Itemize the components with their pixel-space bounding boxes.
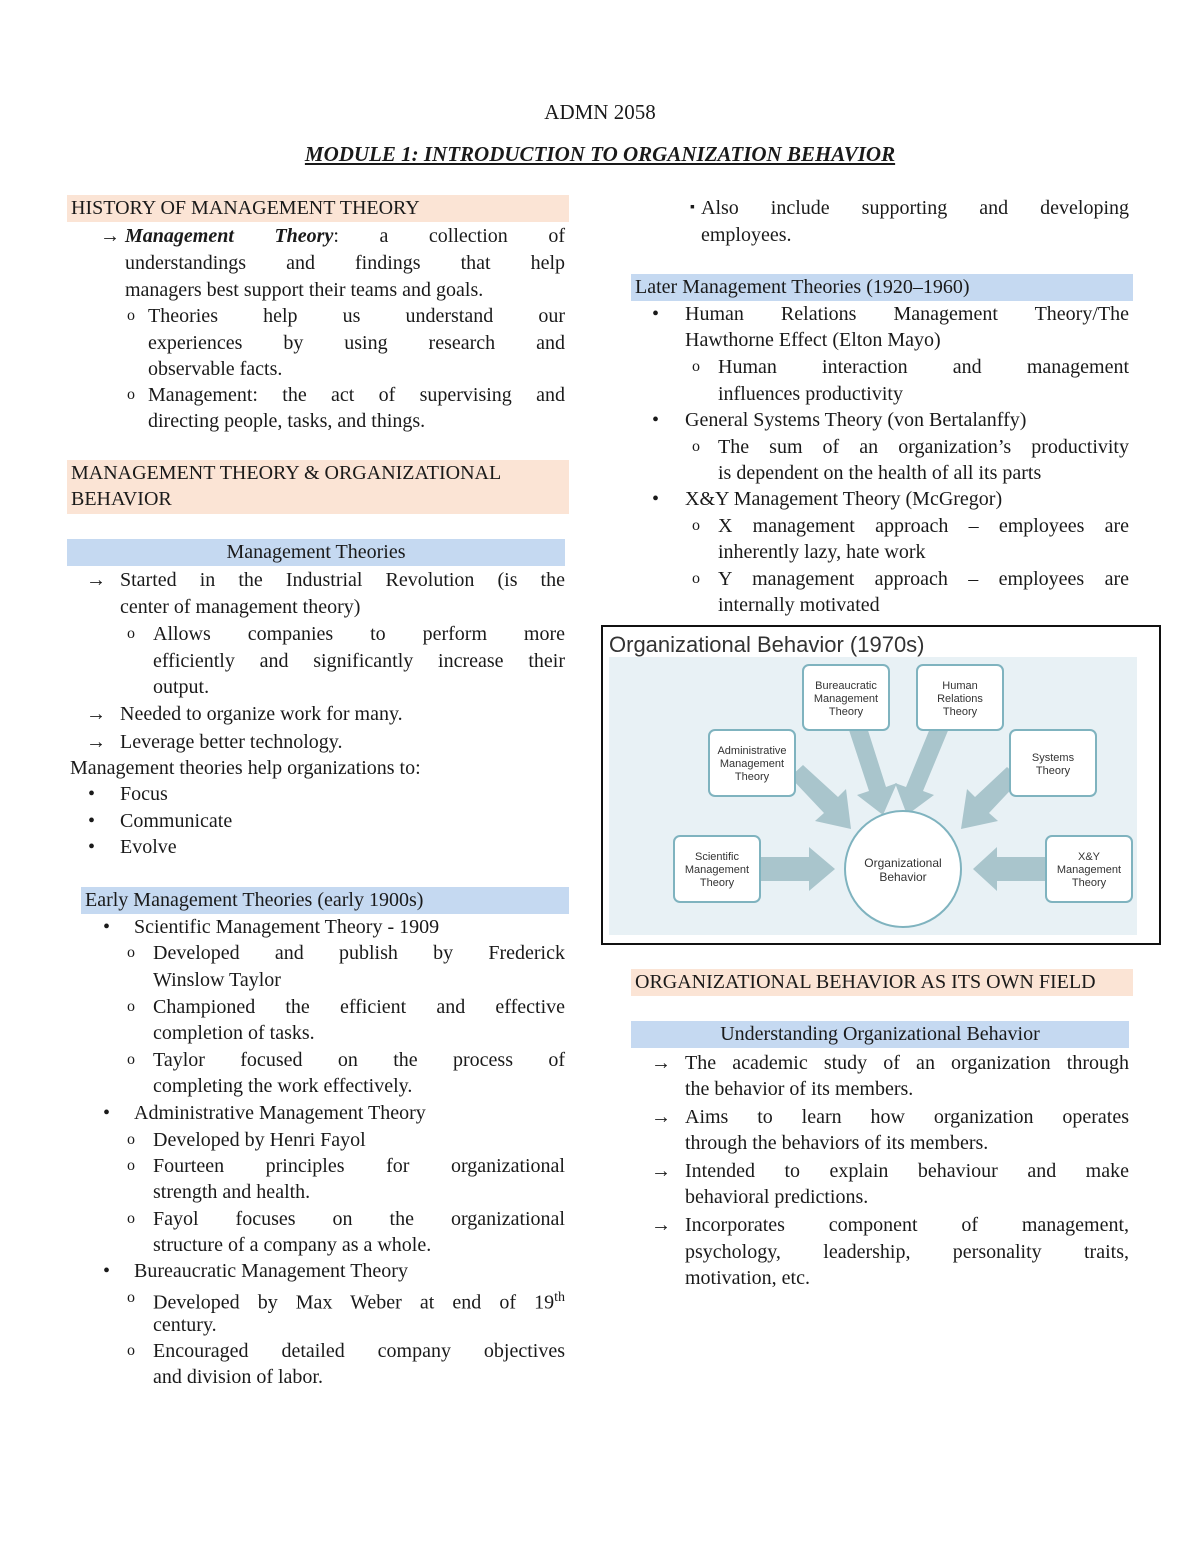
circle-bullet-icon: o	[127, 1131, 135, 1148]
allows-line2: efficiently and significantly increase their	[153, 650, 565, 672]
circle-bullet-icon: o	[127, 386, 135, 403]
circle-bullet-icon: o	[127, 1342, 135, 1359]
node-label: Management	[1056, 864, 1122, 876]
circle-bullet-icon: o	[692, 438, 700, 455]
node-label: Theory	[1071, 877, 1107, 889]
gs-sub-line2: is dependent on the health of all its parts	[718, 462, 1042, 484]
node-label: Theory	[828, 706, 864, 718]
course-code: ADMN 2058	[544, 100, 656, 124]
bureaucratic-item: Bureaucratic Management Theory	[134, 1260, 408, 1282]
node-label: Systems	[1031, 752, 1075, 764]
incorporates-line1: Incorporates component of management,	[685, 1214, 1129, 1236]
xy-y-line1: Y management approach – employees are	[718, 568, 1129, 590]
circle-bullet-icon: o	[127, 307, 135, 324]
help-intro: Management theories help organizations to:	[70, 757, 421, 779]
circle-bullet-icon: o	[127, 1157, 135, 1174]
management-theory-def-line2: understandings and findings that help	[125, 252, 565, 274]
leverage-line: Leverage better technology.	[120, 731, 343, 753]
mt-ob-header: MANAGEMENT THEORY & ORGANIZATIONAL BEHAVIOR	[67, 460, 569, 514]
bur-developed-line1: Developed by Max Weber at end of 19th	[153, 1290, 565, 1314]
incorporates-line2: psychology, leadership, personality traits,	[685, 1241, 1129, 1263]
also-include-line2: employees.	[701, 224, 792, 246]
administrative-item: Administrative Management Theory	[134, 1102, 426, 1124]
node-label: Management	[813, 693, 879, 705]
later-theories-header: Later Management Theories (1920–1960)	[631, 274, 1133, 301]
bullet-icon: •	[103, 916, 111, 938]
help-item: Communicate	[120, 810, 233, 832]
aims-line2: through the behaviors of its members.	[685, 1132, 989, 1154]
arrow-glyph: →	[86, 569, 106, 591]
adm-fayol-line2: structure of a company as a whole.	[153, 1234, 432, 1256]
bullet-icon: •	[88, 783, 96, 805]
circle-bullet-icon: o	[127, 1210, 135, 1227]
aims-line1: Aims to learn how organization operates	[685, 1106, 1129, 1128]
sci-taylor-line1: Taylor focused on the process of	[153, 1049, 565, 1071]
square-bullet-icon: ▪	[690, 200, 695, 215]
bullet-icon: •	[652, 488, 660, 510]
node-label: Bureaucratic	[815, 680, 877, 692]
human-relations-line2: Hawthorne Effect (Elton Mayo)	[685, 329, 941, 351]
sci-championed-line2: completion of tasks.	[153, 1022, 315, 1044]
sci-developed-line2: Winslow Taylor	[153, 969, 281, 991]
bullet-icon: •	[88, 810, 96, 832]
needed-line: Needed to organize work for many.	[120, 703, 403, 725]
bullet-icon: •	[88, 836, 96, 858]
node-label: Management	[719, 758, 785, 770]
also-include-line1: Also include supporting and developing	[701, 197, 1129, 219]
node-label: Scientific	[694, 851, 740, 863]
arrow-glyph: →	[86, 703, 106, 725]
management-def-line2: directing people, tasks, and things.	[148, 410, 426, 432]
allows-line3: output.	[153, 676, 210, 698]
superscript-th: th	[554, 1290, 565, 1305]
gs-sub-line1: The sum of an organization’s productivity	[718, 436, 1129, 458]
arrow-glyph: →	[651, 1160, 671, 1182]
incorporates-line3: motivation, etc.	[685, 1267, 810, 1289]
xy-x-line2: inherently lazy, hate work	[718, 541, 926, 563]
history-header: HISTORY OF MANAGEMENT THEORY	[67, 195, 569, 222]
adm-fayol-line1: Fayol focuses on the organizational	[153, 1208, 565, 1230]
allows-line1: Allows companies to perform more	[153, 623, 565, 645]
xy-y-line2: internally motivated	[718, 594, 880, 616]
node-label: Behavior	[879, 870, 927, 884]
bur-encouraged-line1: Encouraged detailed company objectives	[153, 1340, 565, 1362]
arrow-glyph: →	[651, 1052, 671, 1074]
circle-bullet-icon: o	[692, 517, 700, 534]
early-theories-header: Early Management Theories (early 1900s)	[81, 887, 569, 914]
human-relations-line1: Human Relations Management Theory/The	[685, 303, 1129, 325]
adm-fourteen-line2: strength and health.	[153, 1181, 311, 1203]
scientific-item: Scientific Management Theory - 1909	[134, 916, 440, 938]
module-title: MODULE 1: INTRODUCTION TO ORGANIZATION BEHAVIOR	[304, 142, 896, 166]
management-theory-def-line3: managers best support their teams and goals.	[125, 279, 484, 301]
node-label: Theory	[699, 877, 735, 889]
arrow-glyph: →	[86, 731, 106, 753]
ob-field-header: ORGANIZATIONAL BEHAVIOR AS ITS OWN FIELD	[631, 969, 1133, 996]
node-label: X&Y	[1077, 851, 1101, 863]
xy-x-line1: X management approach – employees are	[718, 515, 1129, 537]
adm-fourteen-line1: Fourteen principles for organizational	[153, 1155, 565, 1177]
bullet-icon: •	[103, 1260, 111, 1282]
bullet-icon: •	[103, 1102, 111, 1124]
arrow-glyph: →	[100, 225, 120, 247]
academic-line2: the behavior of its members.	[685, 1078, 914, 1100]
understanding-ob-header: Understanding Organizational Behavior	[631, 1021, 1129, 1048]
node-label: Theory	[1035, 765, 1071, 777]
help-item: Focus	[120, 783, 168, 805]
management-theory-term: Management Theory	[125, 225, 334, 247]
theories-line3: observable facts.	[148, 358, 283, 380]
circle-bullet-icon: o	[127, 1051, 135, 1068]
node-label: Theory	[734, 771, 770, 783]
circle-bullet-icon: o	[692, 570, 700, 587]
node-label: Human	[942, 680, 978, 692]
management-def-line1: Management: the act of supervising and	[148, 384, 565, 406]
management-theories-header: Management Theories	[67, 539, 565, 566]
node-label: Administrative	[717, 745, 787, 757]
node-label: Organizational	[864, 856, 942, 870]
intended-line1: Intended to explain behaviour and make	[685, 1160, 1129, 1182]
arrow-glyph: →	[651, 1106, 671, 1128]
help-item: Evolve	[120, 836, 177, 858]
hr-sub-line2: influences productivity	[718, 383, 903, 405]
intended-line2: behavioral predictions.	[685, 1186, 869, 1208]
sci-developed-line1: Developed and publish by Frederick	[153, 942, 565, 964]
arrow-glyph: →	[651, 1214, 671, 1236]
academic-line1: The academic study of an organization through	[685, 1052, 1129, 1074]
sci-taylor-line2: completing the work effectively.	[153, 1075, 413, 1097]
industrial-line2: center of management theory)	[120, 596, 361, 618]
general-systems-item: General Systems Theory (von Bertalanffy)	[685, 409, 1027, 431]
bur-developed-line2: century.	[153, 1314, 217, 1336]
node-label: Management	[684, 864, 750, 876]
xy-theory-item: X&Y Management Theory (McGregor)	[685, 488, 1003, 510]
node-label: Theory	[942, 706, 978, 718]
circle-bullet-icon: o	[127, 1289, 135, 1306]
circle-bullet-icon: o	[127, 998, 135, 1015]
bullet-icon: •	[652, 303, 660, 325]
management-theory-def-line1: Management Theory: a collection of	[125, 225, 565, 247]
bur-encouraged-line2: and division of labor.	[153, 1366, 323, 1388]
hr-sub-line1: Human interaction and management	[718, 356, 1129, 378]
theories-line2: experiences by using research and	[148, 332, 565, 354]
theories-line1: Theories help us understand our	[148, 305, 565, 327]
circle-bullet-icon: o	[127, 625, 135, 642]
ob-diagram-figure	[601, 625, 1161, 945]
sci-championed-line1: Championed the efficient and effective	[153, 996, 565, 1018]
industrial-line1: Started in the Industrial Revolution (is the	[120, 569, 565, 591]
circle-bullet-icon: o	[692, 358, 700, 375]
bullet-icon: •	[652, 409, 660, 431]
node-label: Relations	[937, 693, 983, 705]
adm-developed: Developed by Henri Fayol	[153, 1129, 366, 1151]
circle-bullet-icon: o	[127, 944, 135, 961]
figure-title: Organizational Behavior (1970s)	[609, 632, 925, 657]
